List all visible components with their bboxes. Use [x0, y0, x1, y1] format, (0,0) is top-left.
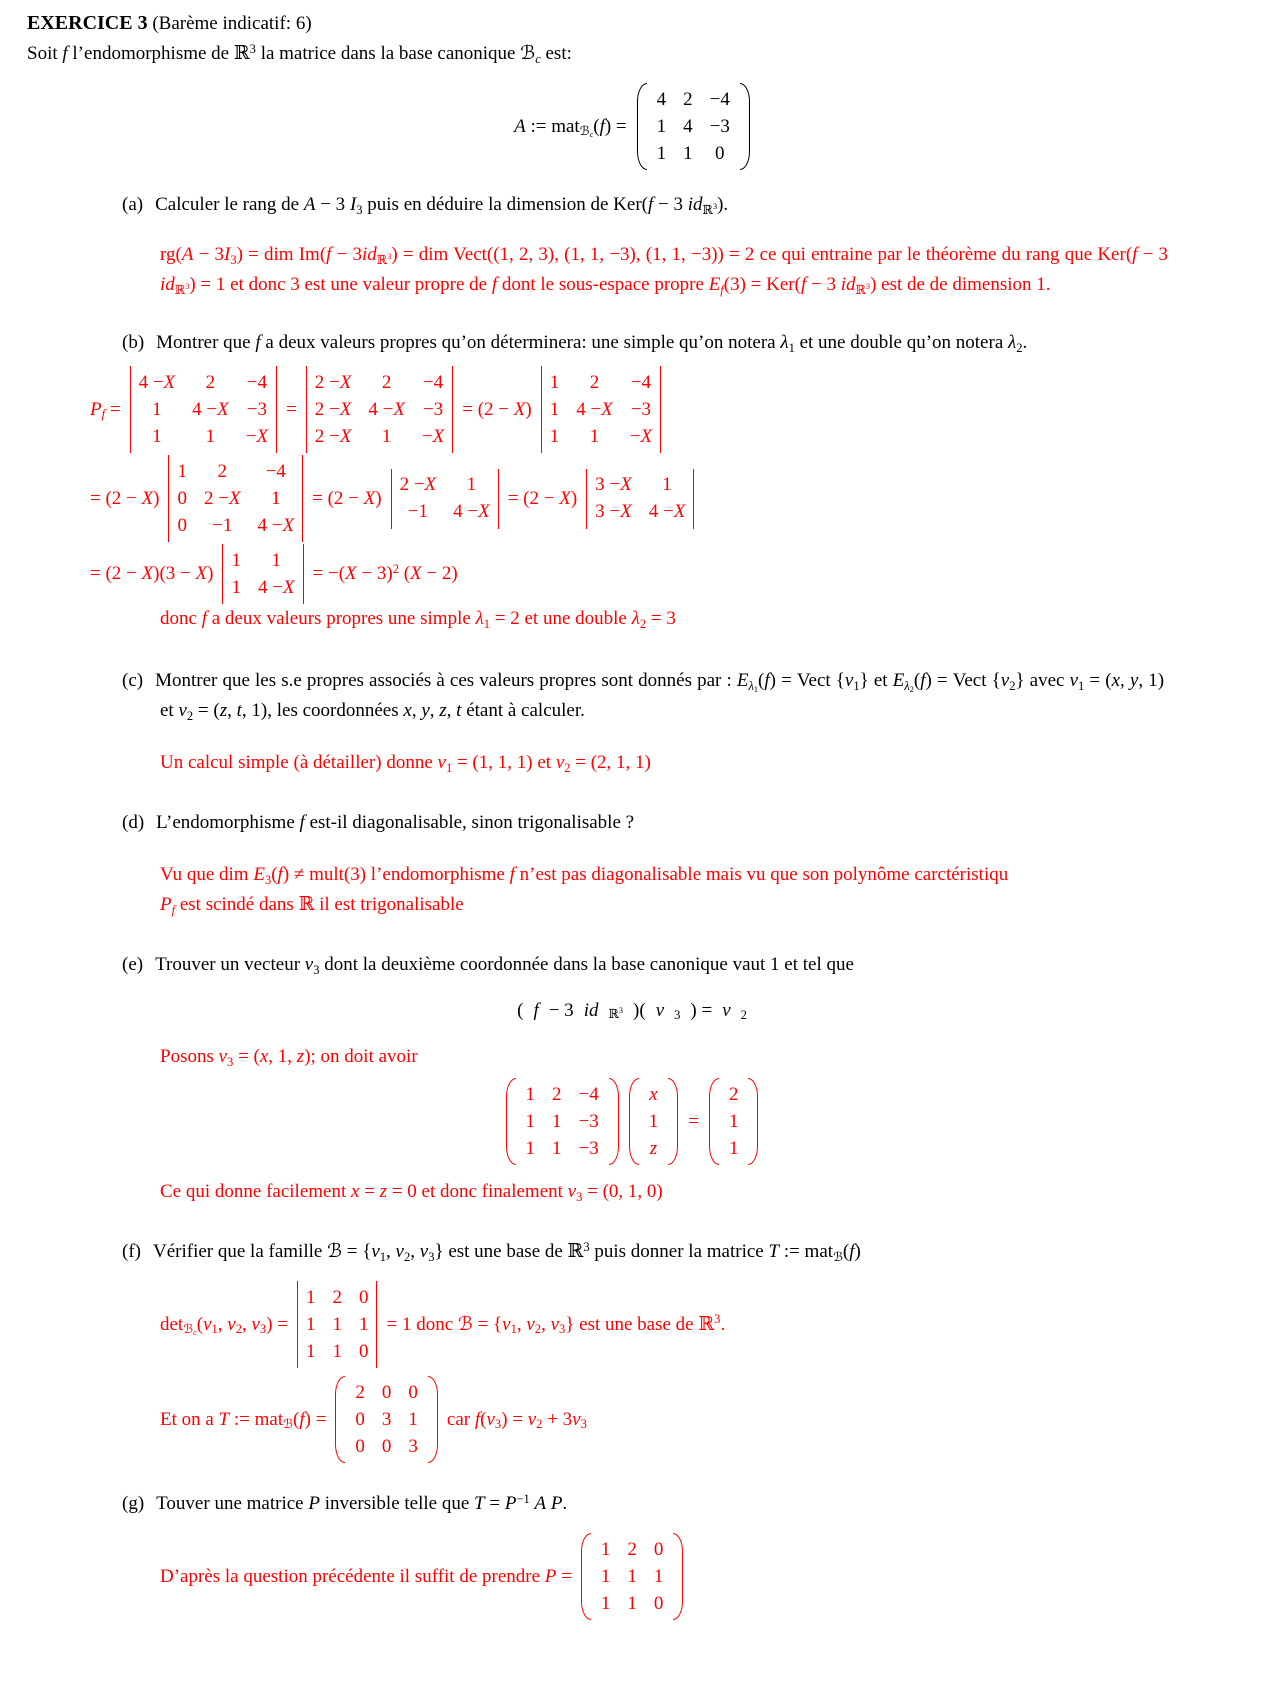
charpoly-line-3	[90, 544, 1264, 604]
question-f	[122, 1237, 1164, 1267]
answer-d-line-1: Vu que dim $E_3(f)$ ≠ mult(3) l’endomorphisme f n’est pas diagonalisable mais vu que son polynôme carctéristiqu	[160, 864, 1009, 887]
matrix-p-lhs: D’après la question précédente il suffit de prendre P =	[160, 1565, 572, 1587]
item-b-label: (b)	[122, 332, 145, 353]
answer-e-setup: Posons $v_3 = (x$, 1, z); on doit avoir	[160, 1046, 418, 1069]
question-e-text: Trouver un vecteur $v_3$ dont la deuxième coordonnée dans la base canonique vaut 1 et tel que	[155, 954, 854, 977]
factor-1: = (2 − X)	[462, 398, 532, 420]
item-b	[122, 328, 1164, 358]
charpoly-result: = $-(X - 3)^2$ (X − 2)	[312, 561, 458, 584]
det-lhs: $\det_{ℬ_c}(v_1$, $v_2$, $v_3$) =	[160, 1313, 288, 1338]
determinant-4: 1 2 −4 0 2 − X 1 0 −1 4 − X	[168, 455, 303, 542]
basis-determinant: 1 2 0 1 1 1 1 1 0	[297, 1281, 378, 1368]
determinant-5: 2 − X 1 −1 4 − X	[391, 469, 499, 529]
answer-b-conclusion: donc f a deux valeurs propres une simple $\lambda_1 = 2$ et une double $\lambda_2 = 3$	[160, 608, 676, 631]
determinant-7: 1 1 1 4 − X	[222, 544, 303, 604]
question-g	[122, 1489, 1164, 1519]
system-equation	[0, 1078, 1264, 1165]
question-b	[122, 328, 1164, 358]
system-equals: =	[688, 1110, 699, 1132]
exercise-subtitle: (Barème indicatif: 6)	[147, 13, 312, 34]
matrix-t-reason: car $f(v_3) = v_2 + 3v_3$	[446, 1408, 587, 1431]
item-d	[122, 808, 1164, 838]
question-b-text: Montrer que f a deux valeurs propres qu’on déterminera: une simple qu’on notera $\lambda_1$ et une double qu’on notera $\lambda_2$.	[156, 332, 1028, 355]
matrix-p-line	[160, 1533, 1264, 1620]
exercise-title: EXERCICE 3	[27, 12, 148, 34]
rhs-vector: 2 1 1	[709, 1078, 759, 1165]
charpoly-line-1	[90, 366, 1264, 453]
question-a-text: Calculer le rang de A − 3 $I_3$ puis en déduire la dimension de Ker(f − 3 $id_{ℝ^3}$).	[155, 194, 729, 217]
factor-4: = (2 − X)	[507, 487, 578, 509]
item-e-label: (e)	[122, 954, 144, 975]
answer-d-line-2: $P_f$ est scindé dans ℝ il est trigonalisable	[160, 894, 464, 917]
determinant-3: 1 2 −4 1 4 − X −3 1 1 − X	[541, 366, 661, 453]
determinant-6: 3 − X 1 3 − X 4 − X	[586, 469, 694, 529]
determinant-1: 4 − X 2 −4 1 4 − X −3 1 1 − X	[130, 366, 277, 453]
question-c	[122, 666, 1164, 726]
charpoly-line-2	[90, 455, 1264, 542]
basis-determinant-line	[160, 1281, 1264, 1368]
item-a-label: (a)	[122, 194, 144, 215]
system-matrix: 1 2 −4 1 1 −3 1 1 −3	[506, 1078, 619, 1165]
item-d-label: (d)	[122, 812, 145, 833]
charpoly-lhs: $P_f$ =	[90, 398, 121, 421]
answer-a: $rg(A - 3I_3)$ = dim $Im(f - 3id_{ℝ^3})$ = dim Vect((1, 2, 3), (1, 1, −3), (1, 1, −3)) = 2 ce qui entraine par le théorème du rang que Ker(f − 3 $id_{ℝ^3}) = 1$ et donc 3 est une valeur propre de f dont le sous-espace propre $E_f(3) = Ker(f - 3$ $id_{ℝ^3}$) est de de dimension 1.	[160, 244, 1169, 297]
question-f-text: Vérifier que la famille ℬ = {$v_1$, $v_2$, $v_3$} est une base de ℝ$^3$ puis donner la matrice T := mat$_ℬ$(f)	[152, 1239, 861, 1264]
unknown-vector: x 1 z	[629, 1078, 679, 1165]
question-c-text: Montrer que les s.e propres associés à ces valeurs propres sont donnés par : $E_{\lambda_1}(f)$ = Vect $\{v_1\}$ et $E_{\lambda_2}(f)$ = Vect $\{v_2\}$ avec $v_1 = (x$, y, 1) et $v_2 = (z$, t, 1), les coordonnées x, y, z, t étant à calculer.	[155, 670, 1165, 723]
item-f-label: (f)	[122, 1241, 141, 1262]
determinant-2: 2 − X 2 −4 2 − X 4 − X −3 2 − X 1 − X	[306, 366, 453, 453]
answer-d	[160, 860, 1168, 920]
matrix-t-line	[160, 1376, 1264, 1463]
intro-text: Soit f l’endomorphisme de ℝ$^3$ la matrice dans la base canonique ℬ$_c$ est:	[27, 41, 572, 66]
item-g	[122, 1489, 1164, 1519]
matrix-a-equation	[0, 83, 1264, 170]
matrix-t-lhs: Et on a T := mat$_ℬ$(f) =	[160, 1408, 327, 1431]
matrix-p: 1 2 0 1 1 1 1 1 0	[581, 1533, 684, 1620]
item-c-label: (c)	[122, 670, 144, 691]
factor-5: = (2 − X)(3 − X)	[90, 563, 214, 584]
question-d-text: L’endomorphisme f est-il diagonalisable, sinon trigonalisable ?	[156, 812, 635, 833]
equals-1: =	[286, 398, 297, 420]
matrix-a-lhs: A := mat$_{ℬ_c}$(f) =	[514, 115, 627, 140]
item-a	[122, 190, 1164, 220]
question-e	[122, 950, 1164, 980]
item-f	[122, 1237, 1164, 1267]
item-g-label: (g)	[122, 1493, 145, 1514]
question-a	[122, 190, 1164, 220]
factor-2: = (2 − X)	[90, 487, 160, 509]
det-conclusion: = 1 donc ℬ = {$v_1$, $v_2$, $v_3$} est une base de ℝ$^3$.	[386, 1312, 726, 1336]
item-c	[122, 666, 1164, 726]
factor-3: = (2 − X)	[312, 487, 382, 509]
condition-equation: ( f − 3 id $_{ℝ^3}$ )( v $_3$ ) = v $_2$	[517, 1000, 747, 1022]
matrix-a: 4 2 −4 1 4 −3 1 1 0	[637, 83, 750, 170]
answer-c: Un calcul simple (à détailler) donne $v_1 = (1$, 1, 1) et $v_2 = (2$, 1, 1)	[160, 752, 651, 775]
question-d	[122, 808, 1164, 838]
question-g-text: Touver une matrice P inversible telle que $T = P^{-1}$ A P.	[156, 1491, 568, 1514]
item-e	[122, 950, 1164, 980]
matrix-t: 2 0 0 0 3 1 0 0 3	[335, 1376, 438, 1463]
answer-e-conclusion: Ce qui donne facilement x = z = 0 et donc finalement $v_3 = (0$, 1, 0)	[160, 1181, 663, 1204]
exercise-title-line	[0, 0, 1264, 39]
